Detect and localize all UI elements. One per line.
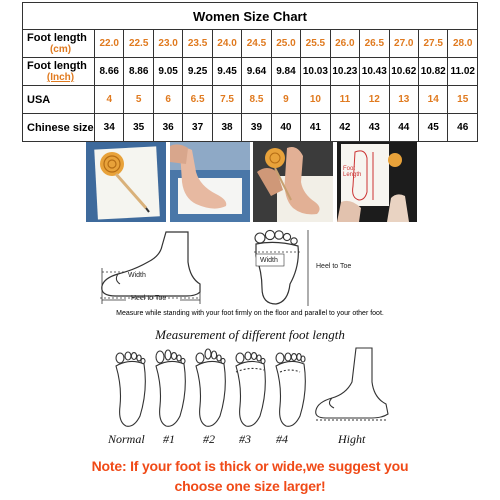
size-cell: 27.0 [389,30,418,58]
size-cell: 43 [360,114,389,142]
size-row [23,114,478,142]
row-unit: (cm) [49,44,72,55]
size-cell: 12 [360,86,389,114]
size-cell: 22.5 [124,30,153,58]
note-line-1: Note: If your foot is thick or wide,we suggest you [91,458,409,474]
photo-foot-on-paper [170,142,250,222]
size-cell: 27.5 [418,30,447,58]
size-cell: 11 [330,86,359,114]
size-chart-title: Women Size Chart [23,3,478,30]
size-cell: 35 [124,114,153,142]
row-label [23,58,95,86]
size-cell: 46 [448,114,478,142]
row-unit: (Inch) [46,72,75,83]
size-cell: 10 [301,86,330,114]
row-label [23,86,95,114]
size-chart-table [22,2,478,142]
size-cell: 5 [124,86,153,114]
photo-measure-outline [337,142,417,222]
size-cell: 10.62 [389,58,418,86]
measurement-title: Measurement of different foot length [155,327,345,342]
size-cell: 26.0 [330,30,359,58]
foot-type-3: #3 [239,432,251,446]
note-line-2: choose one size larger! [174,478,326,494]
side-width-label: Width [128,272,146,279]
size-chart-title-row [23,3,478,30]
size-cell: 22.0 [95,30,124,58]
row-label-text: Foot length [27,60,87,72]
size-chart-body [23,30,478,142]
photo-tracing-foot [253,142,333,222]
size-cell: 10.43 [360,58,389,86]
size-cell: 34 [95,114,124,142]
size-cell: 24.0 [212,30,241,58]
size-cell: 41 [301,114,330,142]
size-cell: 37 [183,114,212,142]
photo-pen-and-paper [86,142,166,222]
size-cell: 8.5 [242,86,271,114]
row-label-text: Chinese size [27,121,94,134]
row-label-text: USA [27,93,51,106]
size-cell: 15 [448,86,478,114]
row-label [23,114,95,142]
size-cell: 25.5 [301,30,330,58]
size-cell: 14 [418,86,447,114]
size-cell: 44 [389,114,418,142]
foot-type-normal: Normal [108,432,145,446]
size-cell: 25.0 [271,30,300,58]
size-cell: 23.0 [153,30,182,58]
size-row [23,58,478,86]
side-heel-to-toe-label: Heel to Toe [131,295,167,302]
size-cell: 9 [271,86,300,114]
size-cell: 45 [418,114,447,142]
top-heel-to-toe-label: Heel to Toe [316,263,352,270]
size-cell: 42 [330,114,359,142]
top-width-label: Width [260,257,278,264]
size-cell: 10.03 [301,58,330,86]
size-cell: 40 [271,114,300,142]
size-cell: 8.86 [124,58,153,86]
size-cell: 36 [153,114,182,142]
size-row [23,30,478,58]
size-row [23,86,478,114]
size-cell: 8.66 [95,58,124,86]
size-cell: 6.5 [183,86,212,114]
top-view-foot-diagram [246,226,316,310]
measure-caption: Measure while standing with your foot firmly on the floor and parallel to your other foot. [116,310,384,317]
size-cell: 9.45 [212,58,241,86]
size-cell: 11.02 [448,58,478,86]
size-cell: 23.5 [183,30,212,58]
size-cell: 28.0 [448,30,478,58]
size-cell: 26.5 [360,30,389,58]
size-cell: 13 [389,86,418,114]
foot-types-diagram [100,346,410,432]
size-cell: 6 [153,86,182,114]
row-label [23,30,95,58]
size-cell: 9.25 [183,58,212,86]
foot-type-hight: Hight [338,432,366,446]
foot-length-ruler-label: Foot Length [343,166,362,178]
foot-type-1: #1 [163,432,175,446]
size-cell: 38 [212,114,241,142]
row-label-text: Foot length [27,32,87,44]
foot-type-2: #2 [203,432,215,446]
size-cell: 9.84 [271,58,300,86]
foot-type-4: #4 [276,432,288,446]
size-cell: 39 [242,114,271,142]
size-cell: 9.05 [153,58,182,86]
size-cell: 10.23 [330,58,359,86]
size-cell: 10.82 [418,58,447,86]
size-cell: 7.5 [212,86,241,114]
size-cell: 4 [95,86,124,114]
size-cell: 9.64 [242,58,271,86]
size-cell: 24.5 [242,30,271,58]
